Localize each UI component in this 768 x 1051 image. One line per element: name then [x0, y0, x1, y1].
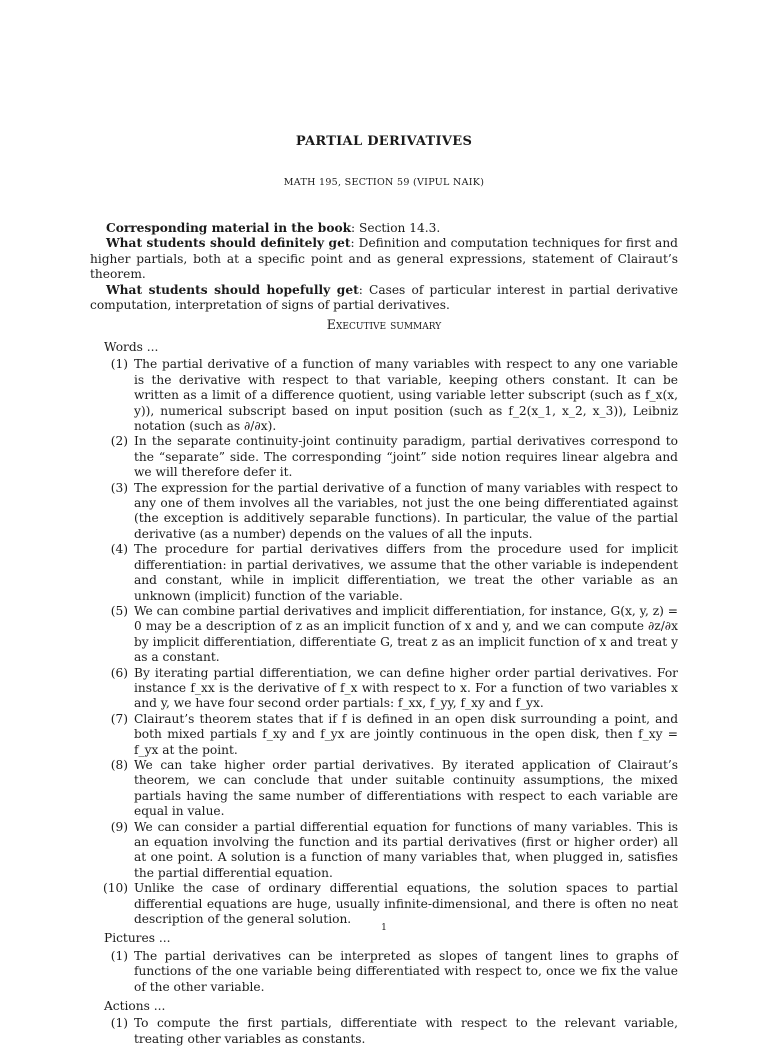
list-item: (1) To compute the first partials, differentiate with respect to the relevant variable, treating other variables as constants.: [110, 1016, 678, 1046]
executive-summary-body: [90, 340, 678, 1051]
author-line: MATH 195, SECTION 59 (VIPUL NAIK): [283, 177, 485, 188]
list-item: (7) Clairaut’s theorem states that if f is defined in an open disk surrounding a point, and both mixed partials f_xy and f_yx are jointly continuous in the open disk, then f_xy = f_yx at the point.: [110, 711, 678, 757]
list-item: (8) We can take higher order partial derivatives. By iterated application of Clairaut’s theorem, we can conclude that under suitable continuity assumptions, the mixed partials having the same number of differentiations with respect to each variable are equal in value.: [110, 757, 678, 819]
list-item: (3) The expression for the partial derivative of a function of many variables with respect to any one of them involves all the variables, not just the one being differentiated against (the exception is additively separable functions). In particular, the value of the partial derivative (as a number) depends on the values of all the inputs.: [110, 480, 678, 541]
words-list: [90, 357, 678, 927]
list-item: (1) The partial derivatives can be interpreted as slopes of tangent lines to graphs of functions of the one variable being differentiated with respect to, once we fix the value of the other variable.: [110, 948, 678, 994]
list-item: (9) We can consider a partial differential equation for functions of many variables. This is an equation involving the function and its partial derivatives (first or higher order) all at one point. A solution is a function of many variables that, when plugged in, satisfies the partial differential equation.: [110, 819, 678, 880]
page-number: 1: [381, 923, 387, 933]
intro-hopefully: What students should hopefully get: Cases of particular interest in partial derivative computation, interpretation of signs of partial derivatives.: [90, 282, 678, 313]
list-item: (5) We can combine partial derivatives and implicit differentiation, for instance, G(x, y, z) = 0 may be a description of z as an implicit function of x and y, and we can compute ∂z/∂x by implicit differentiation, differentiate G, treat z as an implicit function of x and treat y as a constant.: [110, 603, 678, 665]
actions-list: [90, 1016, 678, 1047]
words-heading: Words ...: [104, 340, 159, 354]
list-item: (1) The partial derivative of a function of many variables with respect to any one variable is the derivative with respect to that variable, keeping others constant. It can be written as a limit of a difference quotient, using variable letter subscript (such as f_x(x, y)), numerical subscript based on input position (such as f_2(x_1, x_2, x_3)), Leibniz notation (such as ∂/∂x).: [110, 357, 678, 434]
list-item: (6) By iterating partial differentiation, we can define higher order partial derivatives. For instance f_xx is the derivative of f_x with respect to x. For a function of two variables x and y, we have four second order partials: f_xx, f_yy, f_xy and f_yx.: [110, 665, 678, 711]
list-item: (2) In the separate continuity-joint continuity paradigm, partial derivatives correspond to the “separate” side. The corresponding “joint” side notion requires linear algebra and we will therefore defer it.: [110, 434, 678, 480]
intro-block: [90, 221, 678, 313]
pictures-heading: Pictures ...: [104, 931, 171, 946]
intro-definitely: What students should definitely get: Definition and computation techniques for first and higher partials, both at a specific point and as general expressions, statement of Clairaut’s theorem.: [90, 236, 678, 282]
actions-heading: Actions ...: [104, 999, 166, 1014]
list-item: (10) Unlike the case of ordinary differential equations, the solution spaces to partial differential equations are huge, usually infinite-dimensional, and there is often no neat description of the general solution.: [102, 881, 678, 927]
intro-book: Corresponding material in the book: Section 14.3.: [106, 221, 441, 235]
list-item: (4) The procedure for partial derivatives differs from the procedure used for implicit differentiation: in partial derivatives, we assume that the other variable is independent and constant, while in implicit differentiation, we treat the other variable as an unknown (implicit) function of the variable.: [110, 542, 678, 603]
paper-title: PARTIAL DERIVATIVES: [295, 134, 473, 149]
executive-summary-heading: Executive summary: [326, 317, 442, 332]
pictures-list: [90, 949, 678, 995]
